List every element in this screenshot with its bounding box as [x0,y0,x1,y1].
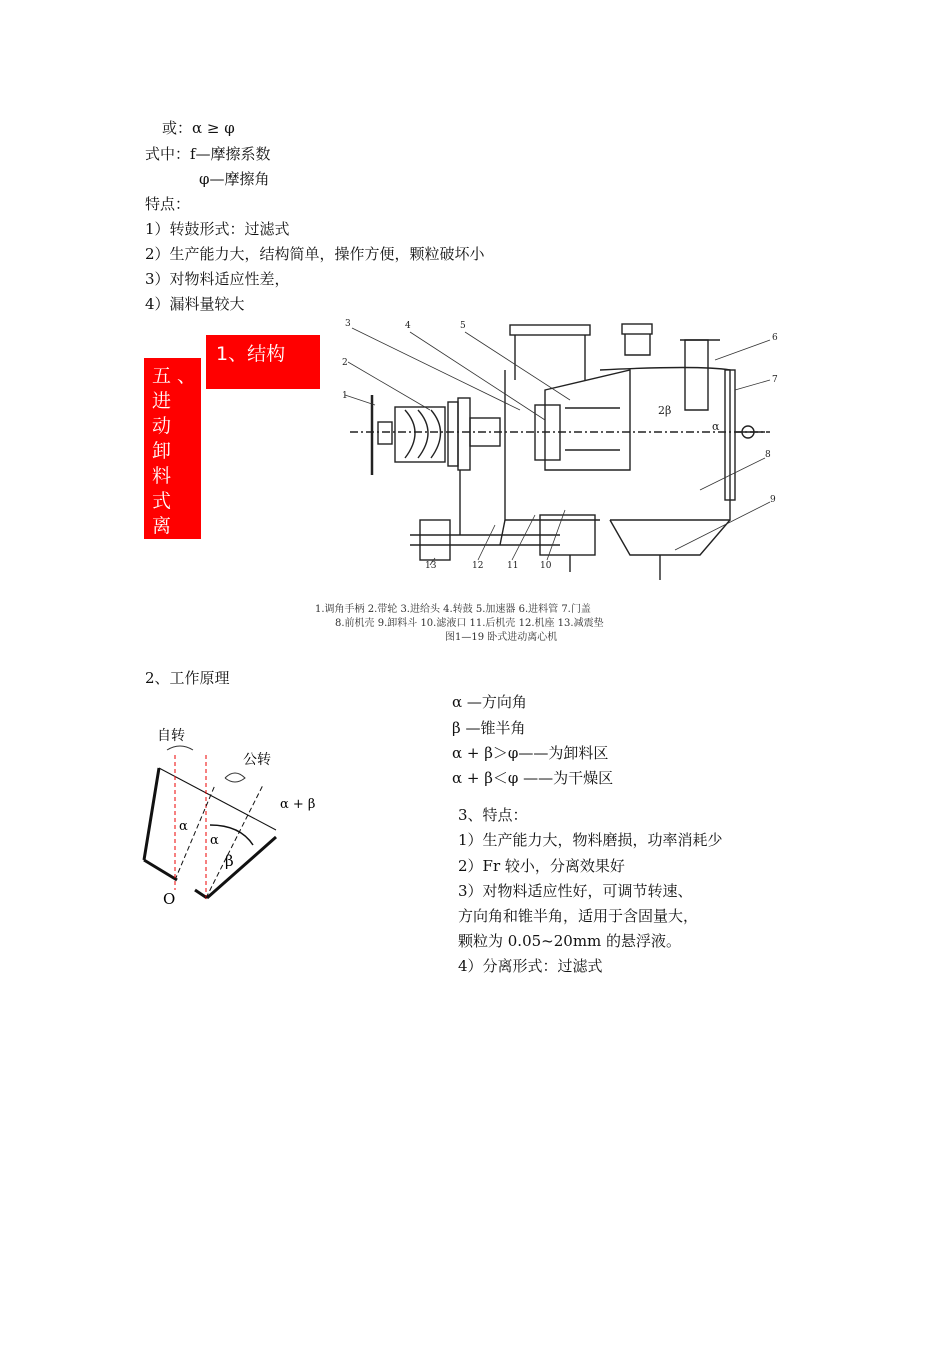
alpha-beta-label: α + β [280,797,316,812]
alpha-label: α [179,819,188,834]
centrifuge-drawing [300,310,800,645]
formula-note-f: 式中：f—摩擦系数 [145,145,271,163]
structure-label: 1、结构 [216,343,286,365]
condition-line: 或：α ≥ φ [162,119,235,137]
feature-item-cont: 方向角和锥半角，适用于含固量大， [458,907,699,925]
part-number: 4 [405,321,411,331]
features-title: 3、特点： [458,806,528,824]
legend-discharge-zone: α + β＞φ——为卸料区 [452,744,609,762]
feature-4: 4）漏料量较大 [145,295,245,313]
origin-label: O [163,890,176,908]
part-number: 13 [425,561,437,571]
section-title-line: 心机 [152,540,178,587]
part-number: 6 [772,333,778,343]
angle-2beta: 2β [658,404,672,417]
section-title-line: 式离 [152,490,178,537]
part-number: 5 [460,321,466,331]
feature-item: 2）Fr 较小，分离效果好 [458,857,625,875]
section-title-line: 卸料 [152,440,178,487]
part-number: 11 [507,561,519,571]
part-number: 8 [765,450,771,460]
alpha-label: α [210,833,219,848]
feature-item: 1）生产能力大，物料磨损，功率消耗少 [458,831,723,849]
part-number: 10 [540,561,552,571]
angle-alpha: α [712,420,720,433]
formula-note-phi: φ—摩擦角 [199,170,270,188]
principle-diagram [135,720,335,910]
part-number: 2 [342,358,348,368]
figure-caption-parts-2: 8.前机壳 9.卸料斗 10.滤液口 11.后机壳 12.机座 13.减震垫 [335,618,604,629]
legend-alpha: α —方向角 [452,693,527,711]
part-number: 7 [772,375,778,385]
revolution-arrow-icon [225,773,245,782]
part-number: 3 [345,319,351,329]
beta-label: β [225,852,234,870]
section-title-line: 五、 [152,365,203,387]
feature-item: 3）对物料适应性好，可调节转速、 [458,882,693,900]
feature-2: 2）生产能力大，结构简单，操作方便，颗粒破坏小 [145,245,485,263]
features-heading: 特点： [145,195,191,213]
part-number: 9 [770,495,776,505]
legend-beta: β —锥半角 [452,719,526,737]
feature-1: 1）转鼓形式：过滤式 [145,220,290,238]
revolution-label: 公转 [243,752,271,768]
section-title-box [144,358,203,587]
figure-caption-title: 图1—19 卧式进动离心机 [445,632,558,643]
self-rotation-arrow-icon [167,746,193,750]
feature-3: 3）对物料适应性差， [145,270,290,288]
feature-item: 4）分离形式：过滤式 [458,957,603,975]
part-number: 12 [472,561,484,571]
legend-drying-zone: α + β＜φ ——为干燥区 [452,769,614,787]
self-rotation-label: 自转 [157,728,185,744]
principle-title: 2、工作原理 [145,669,230,687]
section-title-line: 进动 [152,390,178,437]
part-number: 1 [342,391,348,401]
feature-item-cont: 颗粒为 0.05~20mm 的悬浮液。 [458,932,682,950]
figure-caption-parts-1: 1.调角手柄 2.带轮 3.进给头 4.转鼓 5.加速器 6.进料管 7.门盖 [315,604,591,615]
